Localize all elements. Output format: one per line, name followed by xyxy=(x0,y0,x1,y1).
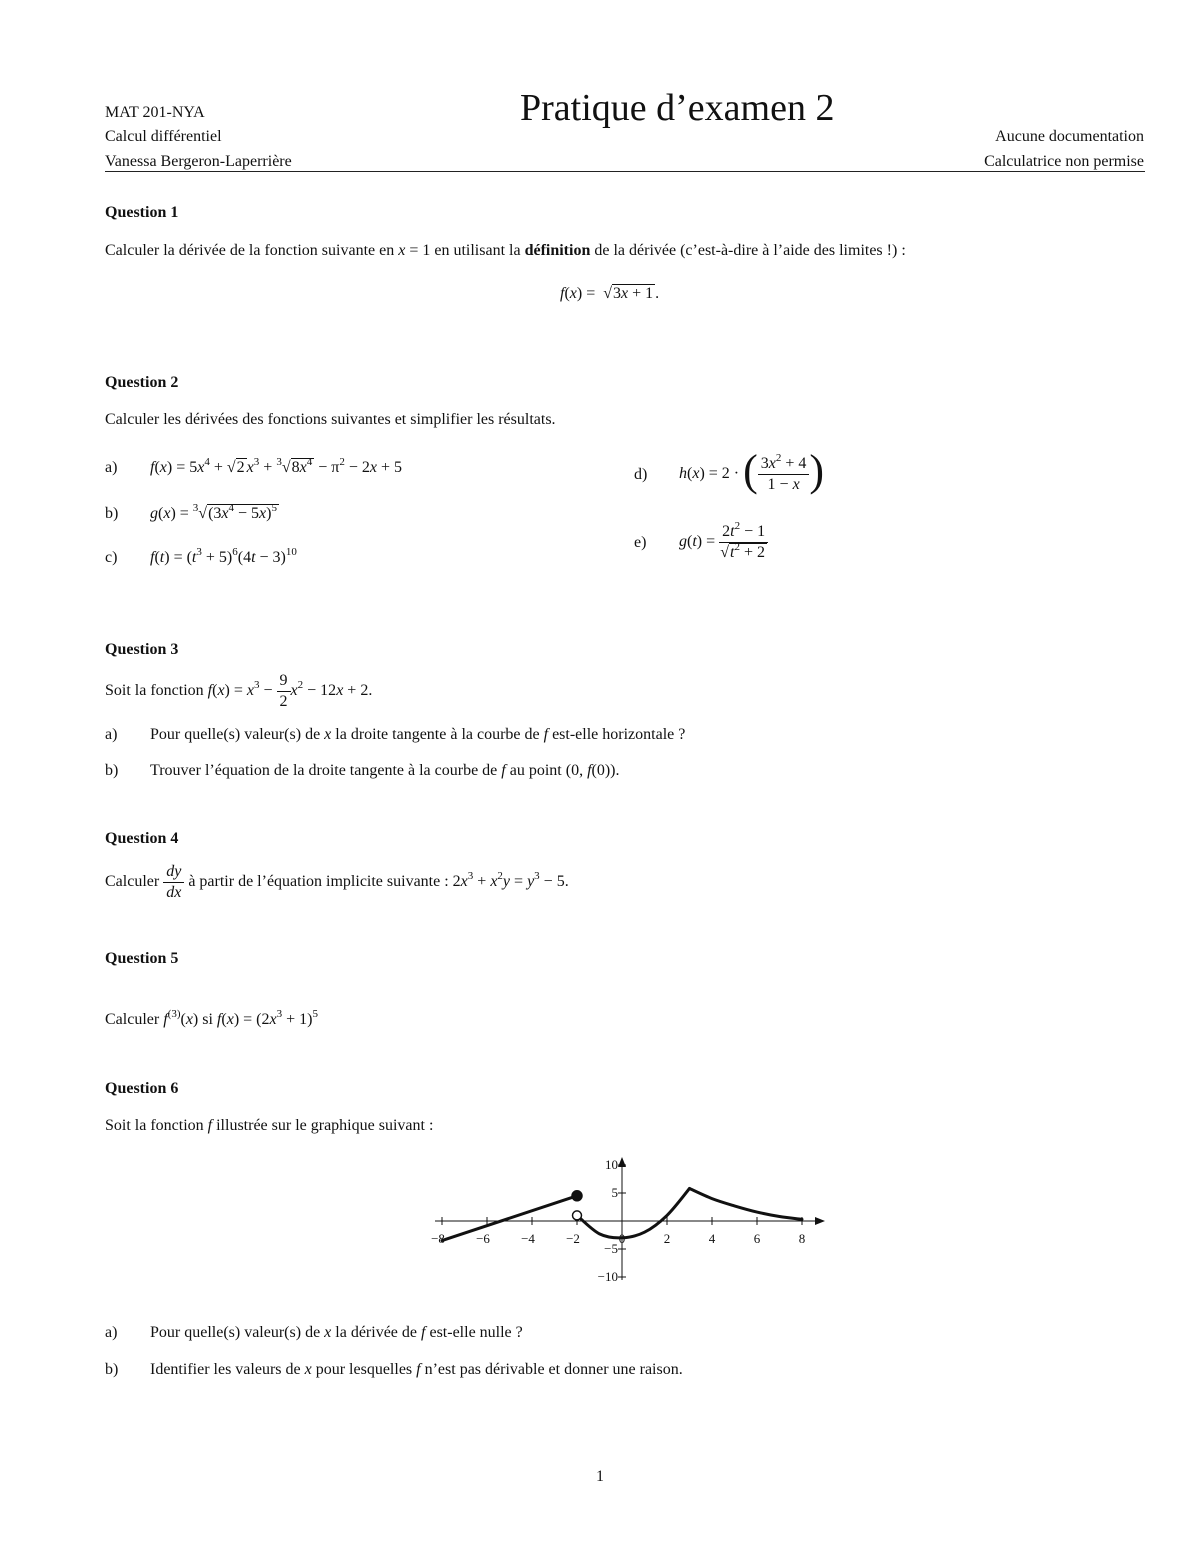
x-tick-label: 2 xyxy=(663,1231,671,1246)
x-tick-label: −2 xyxy=(566,1231,580,1246)
open-point xyxy=(573,1211,582,1220)
question-5-heading: Question 5 xyxy=(105,950,179,967)
course-subject: Calcul différentiel xyxy=(105,128,222,145)
question-6-intro: Soit la fonction f illustrée sur le graphique suivant : xyxy=(105,1117,434,1134)
x-tick-label: 8 xyxy=(798,1231,806,1246)
question-2e: e) g(t) = $\frac{2t^2 - 1}{√t^2 + 2}$ xyxy=(634,522,768,563)
y-tick-label: 5 xyxy=(611,1185,618,1200)
question-1-function: f(x) = √3x + 1 . xyxy=(560,285,660,302)
x-tick-label: −6 xyxy=(476,1231,490,1246)
author: Vanessa Bergeron-Laperrière xyxy=(105,153,292,170)
curve-segment xyxy=(690,1189,803,1220)
question-5-text: Calculer $f^{(3)}(x)$ si $f(x) = (2x^3 + 1)^5$ xyxy=(105,1007,318,1028)
y-tick-label: −10 xyxy=(597,1269,618,1284)
question-3a: a) Pour quelle(s) valeur(s) de x la droite tangente à la courbe de f est-elle horizontale ? xyxy=(105,726,686,743)
question-4-heading: Question 4 xyxy=(105,830,179,847)
course-code: MAT 201-NYA xyxy=(105,104,205,121)
function-graph xyxy=(430,1155,830,1290)
header-rule xyxy=(105,171,1145,172)
x-tick-label: −8 xyxy=(431,1231,445,1246)
question-2b: b) $g(x) = ^3√(3x^4 - 5x)^5$ xyxy=(105,501,277,522)
question-3b: b) Trouver l’équation de la droite tangente à la courbe de f au point (0, f(0)). xyxy=(105,762,620,779)
question-1-text: Calculer la dérivée de la fonction suivante en x = 1 en utilisant la définition de la dérivée (c’est-à-dire à l’aide des limites !) : xyxy=(105,242,906,259)
y-tick-label: −5 xyxy=(604,1241,618,1256)
graph-points xyxy=(572,1191,582,1220)
question-1-heading: Question 1 xyxy=(105,204,179,221)
question-2a: a) $f(x) = 5x^4 + √2$ $x^3 + ^3√8x^4 - \pi^2 - 2x + 5$ xyxy=(105,455,402,476)
x-tick-label: 0 xyxy=(618,1231,626,1246)
closed-point xyxy=(572,1191,582,1201)
question-6b: b) Identifier les valeurs de x pour lesquelles f n’est pas dérivable et donner une raison. xyxy=(105,1361,683,1378)
no-calculator-note: Calculatrice non permise xyxy=(984,153,1144,170)
curve-segment xyxy=(577,1189,690,1238)
question-2-heading: Question 2 xyxy=(105,374,179,391)
question-6-heading: Question 6 xyxy=(105,1080,179,1097)
page-number: 1 xyxy=(596,1468,604,1485)
question-2d: d) h(x) = 2 · ( $\frac{3x^2 + 4}{1 - x}$ ) xyxy=(634,445,825,495)
x-tick-label: 6 xyxy=(753,1231,761,1246)
x-axis-arrow xyxy=(815,1217,825,1225)
y-tick-label: 10 xyxy=(605,1157,618,1172)
question-6a: a) Pour quelle(s) valeur(s) de x la dérivée de f est-elle nulle ? xyxy=(105,1324,523,1341)
x-tick-label: −4 xyxy=(521,1231,535,1246)
question-4-text: Calculer $\frac{dy}{dx}$ à partir de l’équation implicite suivante : $2x^3 + x^2y = y^3 - 5$. xyxy=(105,863,569,901)
no-documentation-note: Aucune documentation xyxy=(995,128,1144,145)
graph-axes xyxy=(435,1157,825,1280)
curve-segment xyxy=(442,1196,577,1241)
question-3-heading: Question 3 xyxy=(105,641,179,658)
x-tick-label: 4 xyxy=(708,1231,716,1246)
question-2c: c) $f(t) = (t^3 + 5)^6(4t - 3)^{10}$ xyxy=(105,545,297,566)
page-title: Pratique d’examen 2 xyxy=(520,87,835,129)
question-3-intro: Soit la fonction $f(x) = x^3$ − $\frac{9}{2}$ $x^2 - 12x + 2$. xyxy=(105,672,373,710)
question-2-text: Calculer les dérivées des fonctions suivantes et simplifier les résultats. xyxy=(105,411,556,428)
